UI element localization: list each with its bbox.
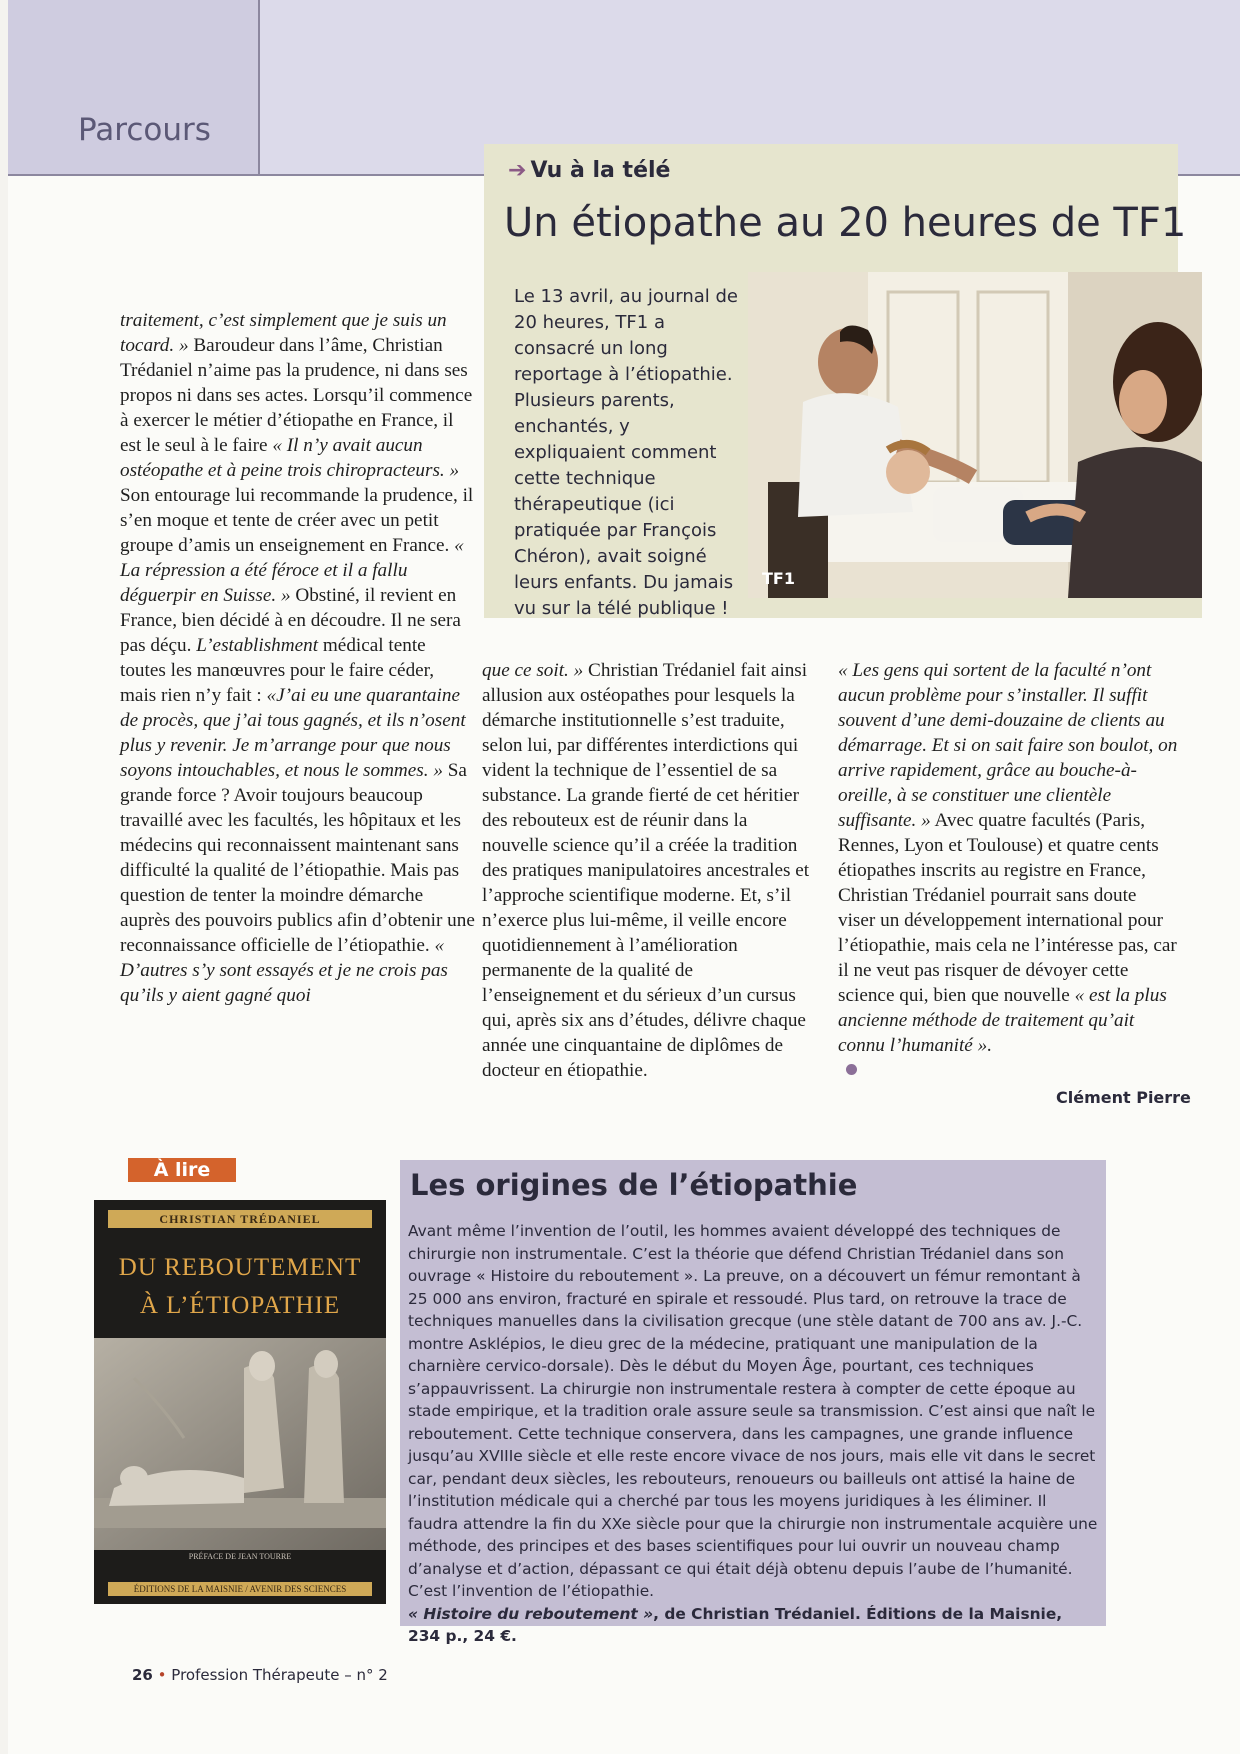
bas-relief-illustration <box>94 1338 386 1550</box>
end-mark-icon <box>846 1064 857 1075</box>
italic-text-run: « Il n’y avait aucun ostéopathe et à peine trois chiropracteurs. » <box>120 435 460 481</box>
page-number: 26 <box>132 1666 153 1684</box>
tv-photo <box>748 272 1202 598</box>
book-publisher: ÉDITIONS DE LA MAISNIE / AVENIR DES SCIENCES <box>108 1582 372 1596</box>
article-column-1 <box>120 308 475 1008</box>
italic-text-run: traitement, c’est simplement que je suis un tocard. » <box>120 310 447 356</box>
italic-text-run: L’establishment <box>196 635 319 656</box>
book-preface: PRÉFACE DE JEAN TOURRE <box>188 1552 292 1561</box>
practitioner-photo-illustration <box>748 272 1202 598</box>
publication-name: Profession Thérapeute – n° 2 <box>171 1666 388 1684</box>
book-cover <box>94 1200 386 1604</box>
text-run: Christian Trédaniel fait ainsi allusion aux ostéopathes pour lesquels la démarche institutionnelle s’est traduite, selon lui, par différentes interdictions qui vident la technique de l’essentiel de sa substance. La grande fierté de cet héritier des rebouteux est de réunir dans la nouvelle science qu’il a créée la tradition des pratiques manipulatoires ancestrales et l’approche scientifique moderne. Et, s’il n’exerce plus lui-même, il veille encore quotidiennement à l’amélioration permanente de la qualité de l’enseignement et du sérieux d’un cursus qui, après six ans d’études, délivre chaque année une cinquantaine de diplômes de docteur en étiopathie. <box>482 660 810 1081</box>
tf1-logo: TF1 <box>762 569 795 588</box>
text-run: Obstiné, il revient en France, bien décidé à en découdre. Il ne sera pas déçu. <box>120 585 461 656</box>
column-1-text <box>120 308 475 1008</box>
page-footer <box>132 1666 388 1684</box>
arrow-icon: ➔ <box>508 158 527 183</box>
book-author: CHRISTIAN TRÉDANIEL <box>108 1210 372 1228</box>
tv-kicker <box>508 158 670 183</box>
text-run: Baroudeur dans l’âme, Christian Trédaniel n’aime pas la prudence, ni dans ses propos ni dans ses actes. Lorsqu’il commence à exercer le métier d’étiopathe en France, il est le seul à le faire <box>120 335 473 456</box>
section-box <box>8 0 260 176</box>
book-reference-title: « Histoire du reboutement » <box>408 1604 654 1623</box>
tv-kicker-label: Vu à la télé <box>530 158 671 183</box>
book-box-text: Avant même l’invention de l’outil, les hommes avaient développé des techniques de chirurgie non instrumentale. C’est la théorie que défend Christian Trédaniel dans son ouvrage « Histoire du reboutement ». La preuve, on a découvert un fémur remontant à 25 000 ans environ, fracturé en spirale et ressoudé. Plus tard, on retrouve la trace de techniques manuelles dans la civilisation grecque (une stèle datant de 700 ans av. J.-C. montre Asklépios, le dieu grec de la médecine, pratiquant une manipulation de la charnière cervico-dorsale). Dès le début du Moyen Âge, pourtant, ces techniques s’appauvrissent. La chirurgie non instrumentale restera à compter de cette époque au stade empirique, et la tradition orale assure seule sa transmission. C’est ainsi que naît le reboutement. Cette technique conservera, dans les campagnes, une grande influence jusqu’au XVIIIe siècle et elle reste encore vivace de nos jours, mais elle vit dans le secret car, pendant deux siècles, les rebouteurs, renoueurs ou bailleuls ont attisé la haine de l’institution médicale qui a cherché par tous les moyens juridiques à les éliminer. Il faudra attendre la fin du XXe siècle pour que la chirurgie non instrumentale acquière une méthode, des principes et des bases scientifiques pour lui ouvrir un nouveau champ d’analyse et d’action, dépassant ce qui était déjà obtenu depuis l’aube de l’humanité. C’est l’invention de l’étiopathie. <box>408 1222 1098 1600</box>
column-3-text <box>838 658 1178 1058</box>
text-run: Son entourage lui recommande la prudence, il s’en moque et tente de créer avec un petit groupe d’amis un enseignement en France. <box>120 485 474 556</box>
footer-bullet: • <box>157 1666 167 1684</box>
book-box-title: Les origines de l’étiopathie <box>410 1168 858 1202</box>
book-reference-details: , de Christian Trédaniel. Éditions de la Maisnie, 234 p., 24 €. <box>408 1604 1063 1645</box>
italic-text-run: « La répression a été féroce et il a fallu déguerpir en Suisse. » <box>120 535 464 606</box>
tv-box-body <box>484 272 1202 618</box>
tv-headline: Un étiopathe au 20 heures de TF1 <box>504 200 1187 246</box>
section-title: Parcours <box>78 112 211 148</box>
italic-text-run: «J’ai eu une quarantaine de procès, que j’ai tous gagnés, et ils n’osent plus y revenir. Je m’arrange pour que nous soyons intouchables, et nous le sommes. » <box>120 685 466 781</box>
book-reference <box>408 1603 1098 1648</box>
italic-text-run: « Les gens qui sortent de la faculté n’ont aucun problème pour s’installer. Il suffit souvent d’une demi-douzaine de clients au démarrage. Et si on sait faire son boulot, on arrive rapidement, grâce au bouche-à-oreille, à se constituer une clientèle suffisante. » <box>838 660 1178 831</box>
italic-text-run: que ce soit. » <box>482 660 584 681</box>
magazine-page <box>8 0 1240 1754</box>
article-column-2 <box>482 658 812 1083</box>
text-run: médical tente toutes les manœuvres pour le faire céder, mais rien n’y fait : <box>120 635 435 706</box>
italic-text-run: « est la plus ancienne méthode de traitement qu’ait connu l’humanité ». <box>838 985 1167 1056</box>
book-box-body <box>408 1220 1098 1648</box>
author-signature: Clément Pierre <box>1056 1088 1191 1107</box>
a-lire-tag: À lire <box>128 1158 236 1182</box>
article-column-3 <box>838 658 1178 1083</box>
italic-text-run: « D’autres s’y sont essayés et je ne crois pas qu’ils y aient gagné quoi <box>120 935 448 1006</box>
tv-box-header <box>484 144 1187 272</box>
text-run: Avec quatre facultés (Paris, Rennes, Lyon et Toulouse) et quatre cents étiopathes inscrits au registre en France, Christian Trédaniel pourrait sans doute viser un développement international pour l’étiopathie, mais cela ne l’intéresse pas, car il ne veut pas risquer de dévoyer cette science qui, bien que nouvelle <box>838 810 1177 1006</box>
column-2-text <box>482 658 812 1083</box>
book-title-line-2: À L’ÉTIOPATHIE <box>139 1292 341 1319</box>
book-title-line-1: DU REBOUTEMENT <box>118 1254 362 1281</box>
text-run: Sa grande force ? Avoir toujours beaucoup travaillé avec les facultés, les hôpitaux et les médecins qui reconnaissent maintenant sans difficulté la qualité de l’étiopathie. Mais pas question de tenter la moindre démarche auprès des pouvoirs publics afin d’obtenir une reconnaissance officielle de l’étiopathie. <box>120 760 475 956</box>
tv-text: Le 13 avril, au journal de 20 heures, TF1 a consacré un long reportage à l’étiopathie. Plusieurs parents, enchantés, y expliquaient comment cette technique thérapeutique (ici pratiquée par François Chéron), avait soigné leurs enfants. Du jamais vu sur la télé publique ! <box>514 286 738 619</box>
